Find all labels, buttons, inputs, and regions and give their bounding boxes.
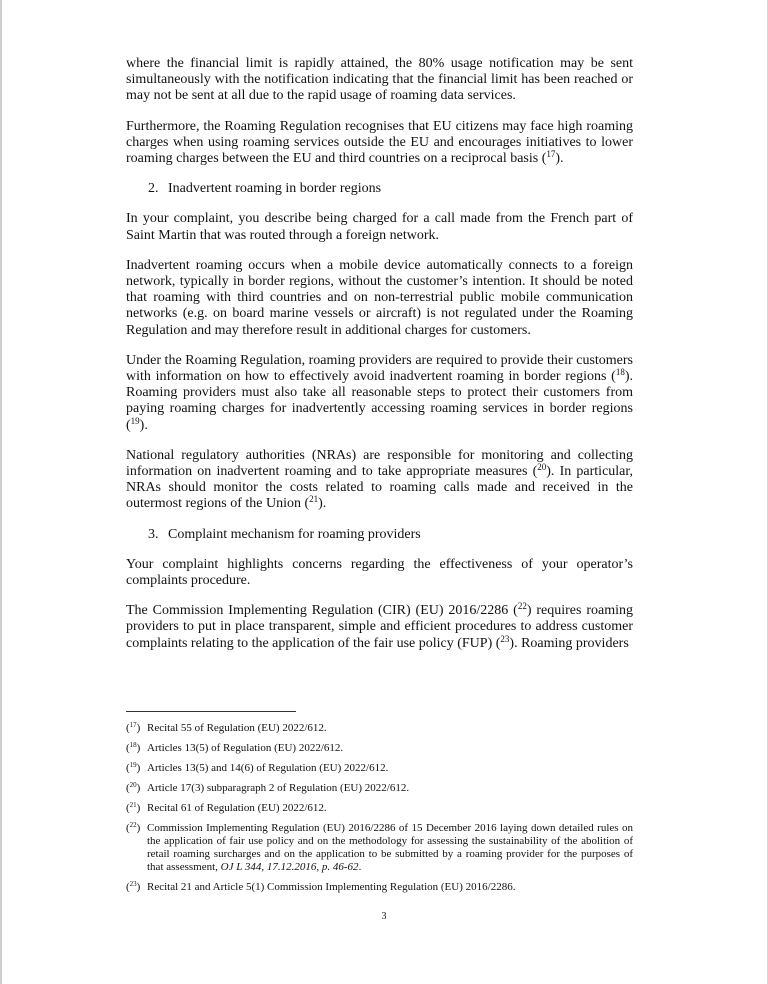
footnote-item <box>126 802 633 815</box>
footnote-ref: 23 <box>500 633 510 644</box>
text-segment: The Commission Implementing Regulation (CIR) (EU) 2016/2286 ( <box>126 603 518 619</box>
journal-citation: OJ L 344, 17.12.2016, p. 46-62 <box>220 861 359 873</box>
text-segment: Furthermore, the Roaming Regulation recognises that EU citizens may face high roaming charges when using roaming services outside the EU and encourages initiatives to lower roaming charges between the EU and third countries on a reciprocal basis ( <box>126 118 633 167</box>
footnote-item <box>126 822 633 874</box>
footnote-ref: 22 <box>517 601 527 612</box>
paragraph-provider-obligations <box>126 353 633 434</box>
footnote-item <box>126 762 633 775</box>
footnote-number: ($^{19}$) <box>126 761 141 774</box>
footnote-item <box>126 722 633 735</box>
footnote-item <box>126 742 633 755</box>
section-number: 2. <box>148 181 159 197</box>
footnote-text: Articles 13(5) of Regulation (EU) 2022/612. <box>147 742 344 754</box>
footnote-number: ($^{21}$) <box>126 801 141 814</box>
text-segment: ) requires roaming providers to put in place transparent, simple and efficient procedures to address customer complaints relating to the application of the fair use policy (FUP) ( <box>126 603 633 651</box>
paragraph-third-countries <box>126 119 633 168</box>
paragraph-cir-requirements <box>126 603 633 652</box>
text-segment: ). <box>139 417 148 433</box>
paragraph-inadvertent-roaming-definition: Inadvertent roaming occurs when a mobile device automatically connects to a foreign network, typically in border regions, without the customer’s intention. It should be noted that roaming with third countries and on non-terrestrial public mobile communication networks (e.g. on board marine vessels or aircraft) is not regulated under the Roaming Regulation and may therefore result in additional charges for customers. <box>126 257 633 338</box>
paragraph-complaint-effectiveness: Your complaint highlights concerns regarding the effectiveness of your operator’s complaints procedure. <box>126 556 633 589</box>
text-segment: ). <box>318 496 327 512</box>
footnote-number: ($^{17}$) <box>126 721 141 734</box>
footnote-ref: 17 <box>546 149 556 160</box>
footnote-text: Articles 13(5) and 14(6) of Regulation (EU) 2022/612. <box>147 762 389 774</box>
document-body <box>126 56 633 666</box>
footnote-ref: 18 <box>615 367 625 378</box>
paragraph-financial-limit: where the financial limit is rapidly attained, the 80% usage notification may be sent simultaneously with the notification indicating that the financial limit has been reached or may not be sent at all due to the rapid usage of roaming data services. <box>126 56 633 104</box>
section-heading-inadvertent-roaming <box>148 181 633 197</box>
section-heading-complaint-mechanism <box>148 527 633 543</box>
text-segment: Under the Roaming Regulation, roaming providers are required to provide their customers with information on how to effectively avoid inadvertent roaming in border regions ( <box>126 352 633 385</box>
footnote-ref: 20 <box>537 462 547 473</box>
section-title: Complaint mechanism for roaming providers <box>168 526 421 542</box>
text-segment: ). Roaming providers <box>509 635 629 651</box>
paragraph-nra-responsibilities <box>126 448 633 513</box>
footnote-number: ($^{20}$) <box>126 781 141 794</box>
text-segment: National regulatory authorities (NRAs) are responsible for monitoring and collecting information on inadvertent roaming and to take appropriate measures ( <box>126 447 633 480</box>
footnote-ref: 19 <box>130 415 140 426</box>
footnote-text: Recital 61 of Regulation (EU) 2022/612. <box>147 802 327 814</box>
footnote-number: ($^{23}$) <box>126 880 141 893</box>
footnote-number: ($^{18}$) <box>126 741 141 754</box>
section-title: Inadvertent roaming in border regions <box>168 181 382 197</box>
footnote-text: Recital 55 of Regulation (EU) 2022/612. <box>147 722 327 734</box>
footnote-item <box>126 881 633 894</box>
footnote-item <box>126 782 633 795</box>
text-segment: ). Roaming providers must also take all reasonable steps to protect their customers from paying roaming charges for inadvertently accessing roaming services in border regions ( <box>126 369 633 433</box>
paragraph-complaint-saint-martin: In your complaint, you describe being charged for a call made from the French part of Saint Martin that was routed through a foreign network. <box>126 211 633 243</box>
footnote-text: Recital 21 and Article 5(1) Commission Implementing Regulation (EU) 2016/2286. <box>147 881 516 893</box>
section-number: 3. <box>148 526 159 542</box>
page-number: 3 <box>381 911 387 922</box>
text-segment: ). In particular, NRAs should monitor the costs related to roaming calls made and received in the outermost regions of the Union ( <box>126 464 633 512</box>
page-edge-left <box>0 0 2 984</box>
footnote-text: Article 17(3) subparagraph 2 of Regulation (EU) 2022/612. <box>147 782 410 794</box>
text-segment: ). <box>555 151 564 167</box>
footnote-text: Commission Implementing Regulation (EU) 2016/2286 of 15 December 2016 laying down detailed rules on the application of fair use policy and on the methodology for assessing the sustainability of the abolition of retail roaming surcharges and on the application to be submitted by a roaming provider for the purposes of that assessment, OJ L 344, 17.12.2016, p. 46-62. <box>147 822 633 873</box>
footnotes-section <box>126 711 633 901</box>
footnote-separator <box>126 711 296 712</box>
footnote-ref: 21 <box>309 494 319 505</box>
footnote-number: ($^{22}$) <box>126 821 141 834</box>
